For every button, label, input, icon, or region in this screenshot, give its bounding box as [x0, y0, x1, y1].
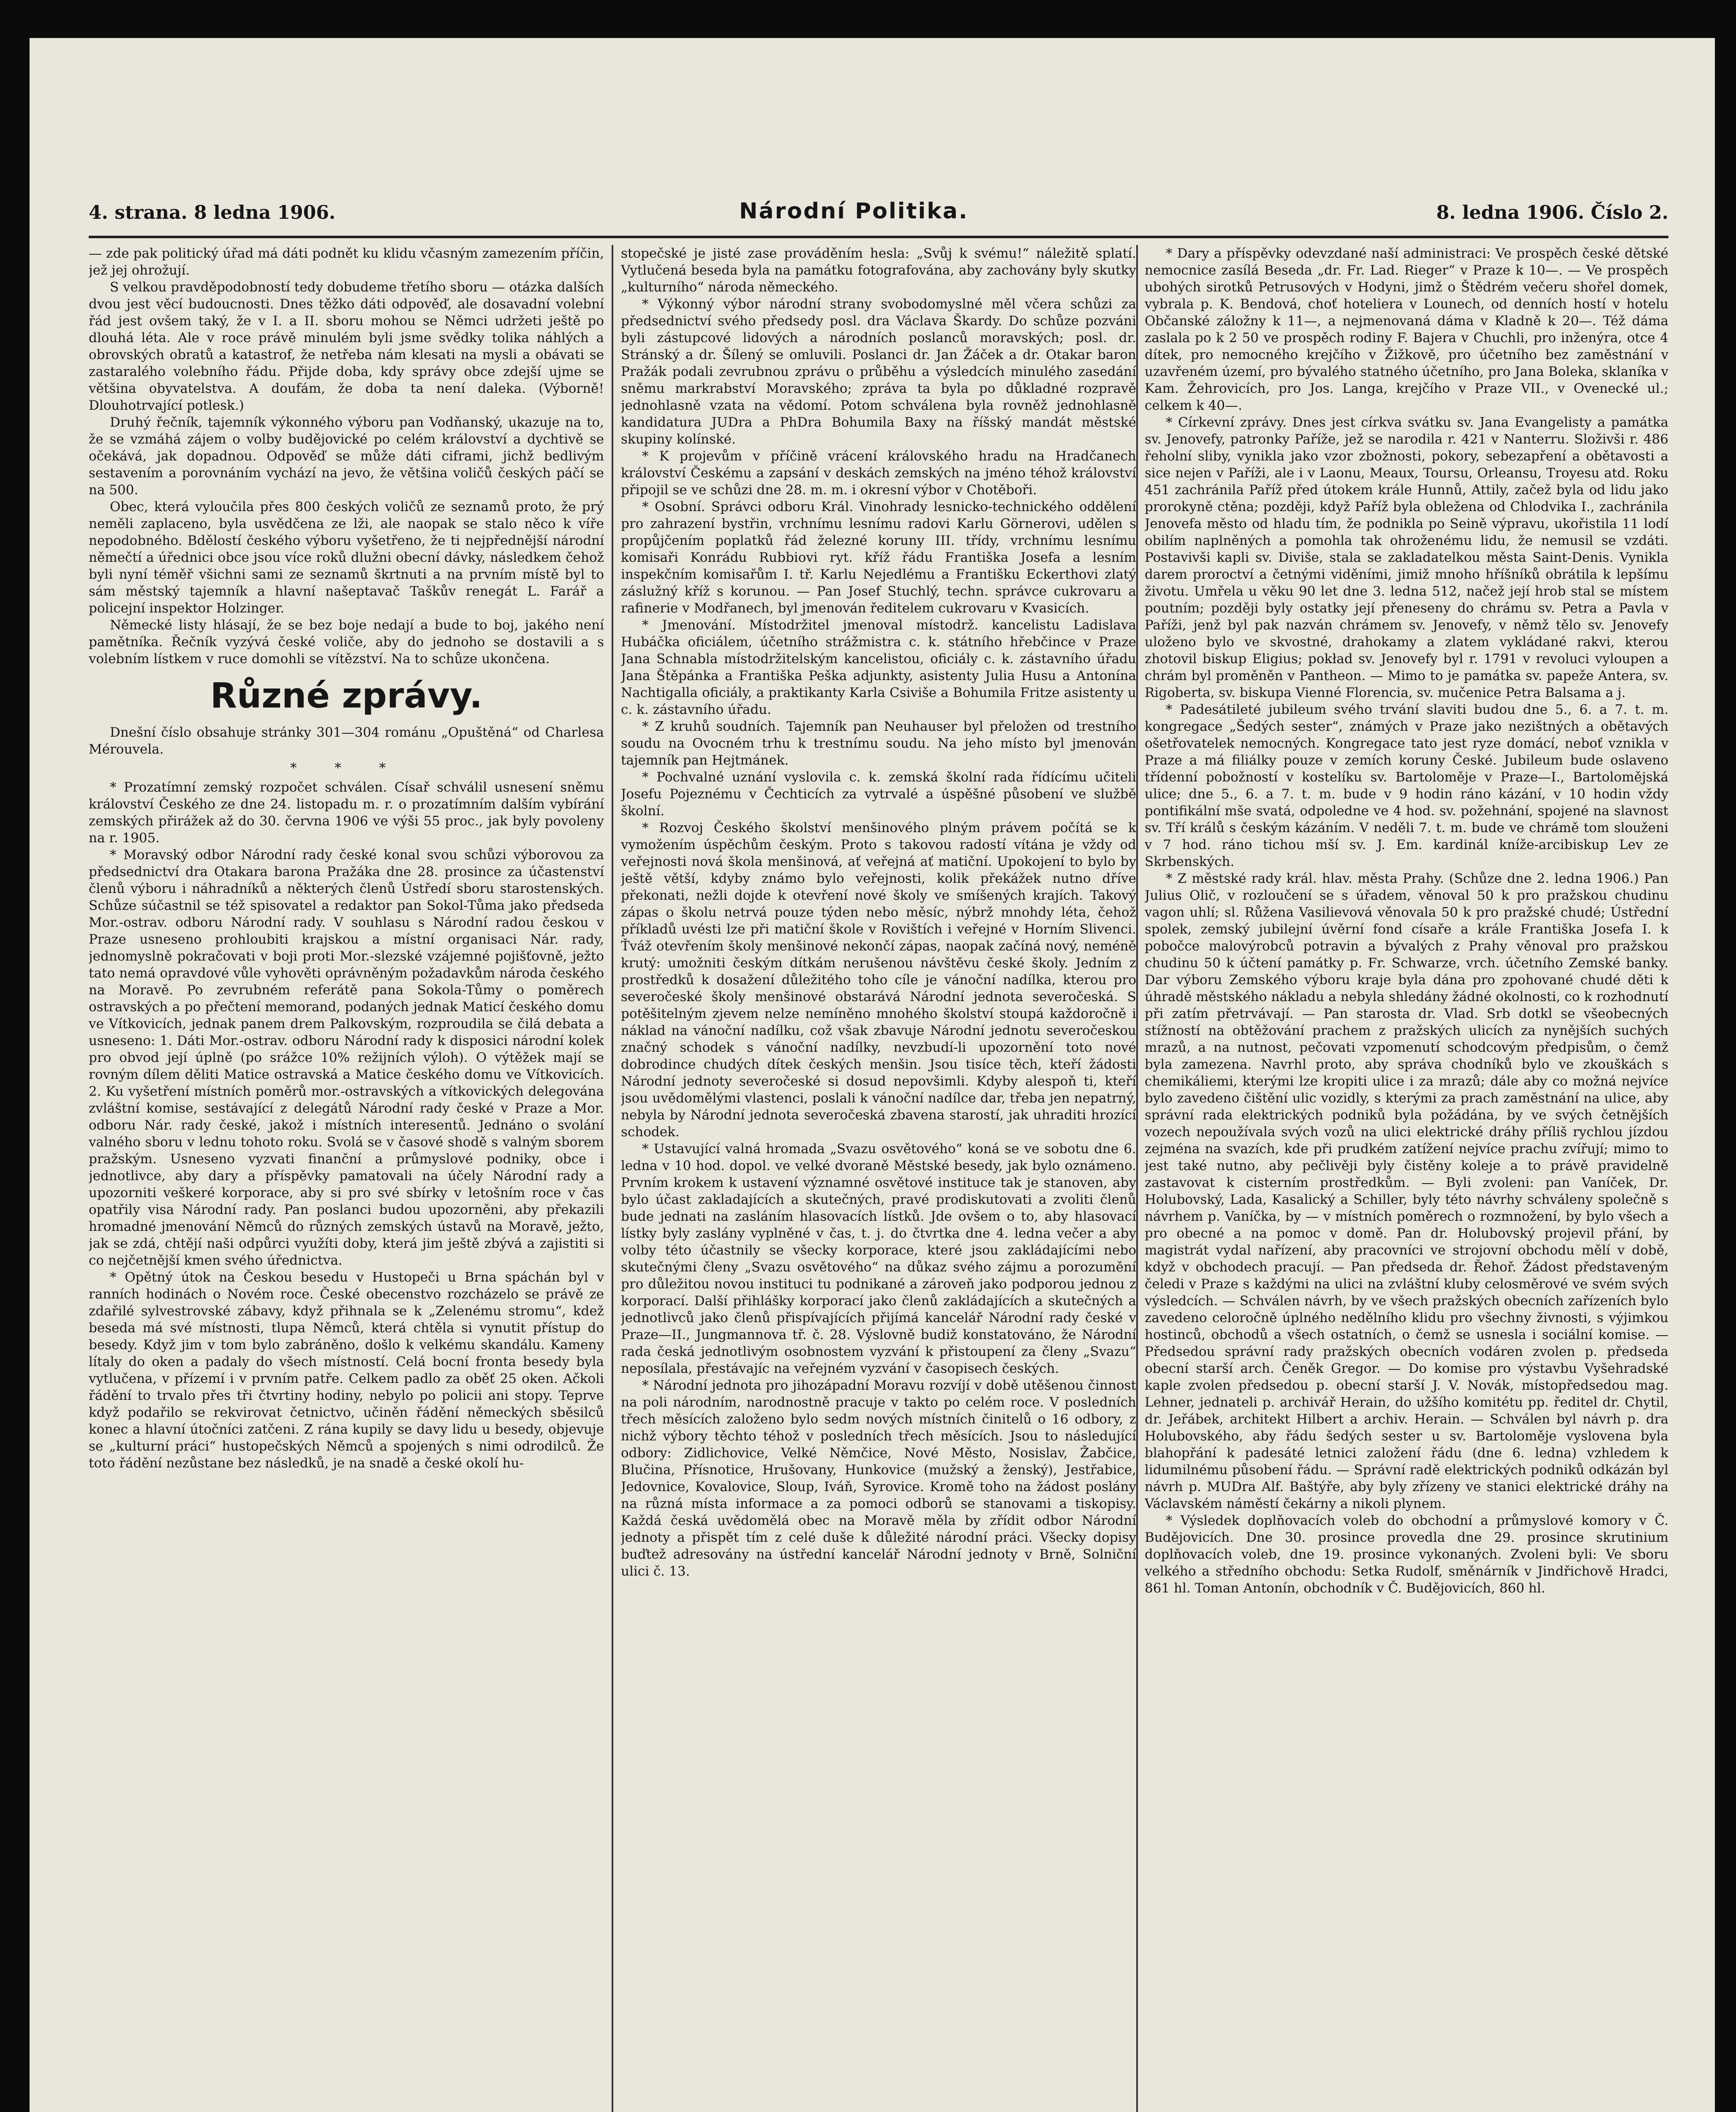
news-item: * Rozvoj Českého školství menšinového plným právem počítá se k vymožením úspěchům českým. Proto s takovou radostí vítána je vždy od veřejnosti nová škola menšinová, ať veřejná ať matiční. Upokojení to bylo by ještě větší, kdyby známo bylo veřejnosti, kolik překážek nutno dříve překonati, nežli dojde k otevření nové školy ve smíšených krajích. Takový zápas o školu netrvá pouze týden nebo měsíc, nýbrž mnohdy léta, čehož příkladů uvésti lze při matiční škole v Rovištích i veřejné v Horním Slivenci. Ťváž otevřením školy menšinové nekončí zápas, naopak začíná nový, neméně krutý: umožniti českým dítkám nerušenou návštěvu české školy. Jedním z prostředků k dosažení důležitého toho cíle je vánoční nadílka, kterou pro severočeské školy menšinové obstarává Národní jednota severočeská. S potěšitelným zjevem nelze nemíněno mnohého školství stoupá každoročně i náklad na vánoční nadílku, což však zbavuje Národní jednotu severočeskou značný schodek s vánoční nadílky, nevzbudí-li upozornění toto nové dobrodince chudých dítek českých menšin. Jsou tisíce těch, kteří žádosti Národní jednoty severočeské si dosud nepovšimli. Kdyby alespoň ti, kteří jsou uvědomělými vlastenci, poslali k vánoční nadílce dar, třeba jen nepatrný, nebyla by Národní jednota severočeská zbavena starostí, jak uhraditi hrozící schodek.: [621, 820, 1136, 1140]
article-paragraph: — zde pak politický úřad má dáti podnět ku klidu včasným zamezením příčin, jež jej ohrožují.: [89, 246, 604, 278]
news-item: * Národní jednota pro jihozápadní Moravu rozvíjí v době utěšenou činnost na poli národním, narodnostně pracuje v takto po celém roce. V posledních třech měsících založeno bylo sedm nových místních činitelů o 16 odbory, z nichž výbory těchto téhož v posledních třech měsících. Jsou to následující odbory: Zidlichovice, Velké Němčice, Nové Město, Nosislav, Žabčice, Blučina, Přísnotice, Hrušovany, Hunkovice (mužský a ženský), Jestřabice, Jedovnice, Kovalovice, Sloup, Iváň, Syrovice. Kromě toho na žádost poslány na různá místa informace a za pomoci odborů se stanovami a tiskopisy. Každá česká uvědomělá obec na Moravě měla by zřídit odbor Národní jednoty a přispět tím z celé duše k důležité národní práci. Všecky dopisy buďtež adresovány na ústřední kancelář Národní jednoty v Brně, Solniční ulici č. 13.: [621, 1378, 1136, 1579]
page-header: [89, 199, 1668, 232]
section-title: Různé zprávy.: [210, 676, 483, 716]
news-item: * Z městské rady král. hlav. města Prahy. (Schůze dne 2. ledna 1906.) Pan Julius Olič, v rozloučení se s úřadem, věnoval 50 k pro pražskou chudinu vagon uhlí; sl. Růžena Vasilievová věnovala 50 k pro pražské chudé; Ústřední spolek, zemský jubilejní úvěrní fond císaře a krále Františka Josefa I. k pobočce malovýrobců potravin a bývalých z Prahy věnoval pro pražskou chudinu 50 k účtení památky p. Fr. Schwarze, vrch. účetního Zemské banky. Dar výboru Zemského výboru kraje byla dána pro zpohované chudé děti k úhradě městského nákladu a nebyla shledány žádné okolnosti, co k rozhodnutí při zatím přetrvávají. — Pan starosta dr. Vlad. Srb dotkl se všeobecných stížností na obtěžování prachem z pražských ulicích za nynějších suchých mrazů, a na nutnost, pečovati vzpomenutí schodcovým předpisům, o čemž byla zamezena. Navrhl proto, aby správa chodníků bylo ve zkouškách s chemikáliemi, kterými lze kropiti ulice i za mrazů; dále aby co možná nejvíce bylo zavedeno čištění ulic vozidly, s kterými za prach zaměstnání na ulice, aby správní rada elektrických podniků byla požádána, by ve svých četnějších vozech nepoužívala svých vozů na ulici elektrické dráhy příliš rychlou jízdou zejména na svazích, kde při prudkém zatížení nejvíce prachu zvířují; mimo to jest také nutno, aby pečlivěji byly čistěny koleje a to právě pravidelně zastavovat k cisterním prostředkům. — Byli zvoleni: pan Vaníček, Dr. Holubovský, Lada, Kasalický a Schiller, byly této návrhy schváleny společně s návrhem p. Vaníčka, by — v místních poměrech o rozmnožení, by bylo všech a pro obecné a na pomoc v domě. Pan dr. Holubovský projevil přání, by magistrát vydal nařízení, aby pracovníci ve strojovní obchodu mělí v době, když v obchodech pracují. — Pan předseda dr. Řehoř. Žádost představeným čeledi v Praze s každými na ulici na zvláštní kluby celosměrové ve svém svých výsledcích. — Schválen návrh, by ve všech pražských obecních zařízeních bylo zavedeno celoročně úplného nedělního klidu pro všechny živnosti, s výjimkou hostinců, obchodů a všech ostatních, o čemž se usnesla i sociální komise. — Předsedou správní rady pražských obecních vodáren zvolen p. předseda obecní starší arch. Čeněk Gregor. — Do komise pro výstavbu Vyšehradské kaple zvolen předsedou p. obecní starší J. V. Novák, místopředsedou mag. Lehner, jednateli p. archivář Herain, do užšího komitétu pp. ředitel dr. Chytil, dr. Jeřábek, architekt Hilbert a archiv. Herain. — Schválen byl návrh p. dra Holubovského, aby řádu šedých sester u sv. Bartoloměje vyslovena byla blahopřání k padesáté letnici založení řádu (dne 6. ledna) vzhledem k lidumilnému působení řádu. — Správní radě elektrických podniků odkázán byl návrh p. MUDra Alf. Baštýře, aby byly zřízeny ve stanici elektrické dráhy na Václavském náměstí čekárny a nikoli plynem.: [1145, 871, 1668, 1511]
article-paragraph: stopečské je jisté zase prováděním hesla: „Svůj k svému!“ náležitě splatí. Vytlučená beseda byla na památku fotografována, aby zachovány byly skutky „kulturního“ národa německého.: [621, 246, 1136, 295]
article-paragraph: Obec, která vyloučila přes 800 českých voličů ze seznamů proto, že prý neměli zaplaceno, byla usvědčena ze lži, ale naopak se stalo něco k víře nepodobného. Bdělostí českého výboru vyšetřeno, že ti nejpřednější národní němečtí a úřednici obce jsou více roků dlužni obecní dávky, následkem čehož byli nyní téměř všichni sami ze seznamů škrtnuti a na prvním místě byl to sám městský tajemník a hlavní našeptavač Taškův renegát L. Farář a policejní inspektor Holzinger.: [89, 499, 604, 616]
news-item: * Dary a příspěvky odevzdané naší administraci: Ve prospěch české dětské nemocnice zasílá Beseda „dr. Fr. Lad. Rieger“ v Praze k 10—. — Ve prospěch ubohých sirotků Petrusových v Hodyni, jimž o Štědrém večeru shořel domek, vybrala p. K. Bendová, choť hoteliera v Lounech, od denních hostí v hotelu Občanské záložny k 11—, a nejmenovaná dáma v Kladně k 20—. Též dáma zaslala po k 2 50 ve prospěch rodiny F. Bajera v Chuchli, pro inženýra, otce 4 dítek, pro nemocného krejčího v Žižkově, pro účetního bez zaměstnání v uzavřeném území, pro bývalého statného účetního, pro Jana Boleka, sklaníka v Kam. Žehrovicích, pro Jos. Langa, krejčího v Praze VII., v Ovenecké ul.; celkem k 40—.: [1145, 246, 1668, 413]
newspaper-title: Národní Politika.: [739, 199, 969, 224]
column-divider-1: [612, 245, 613, 2112]
news-item: * Ustavující valná hromada „Svazu osvětového“ koná se ve sobotu dne 6. ledna v 10 hod. dopol. ve velké dvoraně Městské besedy, jak bylo oznámeno. Prvním krokem k ustavení významné osvětové instituce tak je stanoven, aby bylo účast zakladajících a skutečných, pravé prodiskutovati a zvoliti členů bude jednati na zasláním hlasovacích lístků. Jde ovšem o to, aby hlasovací lístky byly zaslány vyplněné v čas, t. j. do čtvrtka dne 4. ledna večer a aby volby této účastnily se všecky korporace, které jsou zakládajícími nebo skutečnými členy „Svazu osvětového“ na důkaz svého zájmu a porozumění pro důležitou novou instituci tu podnikané a zároveň jako podporou jednou z korporací. Další přihlášky korporací jako členů zakládajících a skutečných a jednotlivců jako členů přispívajících přijímá kancelář Národní rady české v Praze—II., Jungmannova tř. č. 28. Výslovně budiž konstatováno, že Národní rada česká jednotlivým osobnostem vyzvání k přistoupení za členy „Svazu“ neposílala, přestávajíc na veřejném vyzvání v časopisech českých.: [621, 1141, 1136, 1376]
news-item: * Jmenování. Místodržitel jmenoval místodrž. kancelistu Ladislava Hubáčka oficiálem, účetního strážmistra c. k. státního hřebčince v Praze Jana Schnabla místodržitelským kancelistou, oficiály c. k. zástavního úřadu Jana Štěpánka a Františka Peška adjunkty, asistenty Julia Husu a Antonína Nachtigalla oficiály, a praktikanty Karla Csiviše a Bohumila Fritze asistenty u c. k. zástavního úřadu.: [621, 618, 1136, 717]
article-paragraph: Dnešní číslo obsahuje stránky 301—304 románu „Opuštěná“ od Charlesa Mérouvela.: [89, 725, 604, 757]
news-item: * Výkonný výbor národní strany svobodomyslné měl včera schůzi za předsednictví svého předsedy posl. dra Václava Škardy. Do schůze pozváni byli zástupcové lidových a národních poslanců moravských; posl. dr. Stránský a dr. Šílený se omluvili. Poslanci dr. Jan Žáček a dr. Otakar baron Pražák podali zevrubnou zprávu o průběhu a výsledcích minulého zasedání sněmu markrabství Moravského; zpráva ta byla po důkladné rozpravě jednohlasně vzata na vědomí. Potom schválena byla rovněž jednohlasně kandidatura JUDra a PhDra Bohumila Baxy na říšský mandát městské skupiny kolínské.: [621, 297, 1136, 447]
news-item: * Pochvalné uznání vyslovila c. k. zemská školní rada řídícímu učiteli Josefu Pojeznému v Čechticích za vytrvalé a úspěšné působení ve službě školní.: [621, 770, 1136, 819]
column-1: [89, 245, 604, 2112]
news-item: * Osobní. Správci odboru Král. Vinohrady lesnicko-technického oddělení pro zahrazení bystřin, vrchnímu lesnímu radovi Karlu Görnerovi, udělen s propůjčením poplatků řád železné koruny III. třídy, vrchnímu lesnímu komisaři Konrádu Rubbiovi ryt. kříž řádu Františka Josefa a lesním inspekčním komisařům I. tř. Karlu Nejedlému a Františku Eckerthovi zlatý záslužný kříž s korunou. — Pan Josef Stuchlý, techn. správce cukrovaru a rafinerie v Modřanech, byl jmenován ředitelem cukrovaru v Kvasicích.: [621, 499, 1136, 616]
header-date-right: 8. ledna 1906. Číslo 2.: [1436, 202, 1668, 223]
article-paragraph: S velkou pravděpodobností tedy dobudeme třetího sboru — otázka dalších dvou jest věcí budoucnosti. Dnes těžko dáti odpověď, ale dosavadní volební řád jest ovšem taký, že v I. a II. sboru mohou se Němci udržeti ještě po dlouhá léta. Ale v roce právě minulém byli jsme svědky tolika náhlých a obrovských obratů a katastrof, že netřeba nám klesati na mysli a obávati se zastaralého volebního řádu. Přijde doba, kdy správy obce zdejší ujme se většina obyvatelstva. A doufám, že doba ta není daleka. (Výborně! Dlouhotrvající potlesk.): [89, 280, 604, 413]
column-2: [621, 245, 1136, 2112]
header-rule: [89, 236, 1668, 238]
news-item: * Moravský odbor Národní rady české konal svou schůzi výborovou za předsednictví dra Otakara barona Pražáka dne 28. prosince za účastenství členů výboru i náhradníků a některých členů Ústředí sboru starostenských. Schůze súčastnil se též spisovatel a redaktor pan Sokol-Tůma jako předseda Mor.-ostrav. odboru Národní rady. V souhlasu s Národní radou českou v Praze usneseno prohloubiti krajskou a místní organisaci Nár. rady, jednomyslně pokračovati v boji proti Mor.-slezské vzájemné pojišťovně, ježto tato nemá opravdové vůle vyhověti oprávněným požadavkům národa českého na Moravě. Po zevrubném referátě pana Sokola-Tůmy o poměrech ostravských a po přečtení memorand, podaných jednak Maticí českého domu ve Vítkovicích, jednak panem drem Palkovským, rozproudila se čilá debata a usneseno: 1. Dáti Mor.-ostrav. odboru Národní rady k disposici národní kolek pro obvod její úplně (po srážce 10% režijních výloh). O výtěžek mají se rovným dílem děliti Matice ostravská a Matice českého domu ve Vítkovicích. 2. Ku vyšetření místních poměrů mor.-ostravských a vítkovických delegována zvláštní komise, sestávající z delegátů Národní rady české v Praze a Mor. odboru Nár. rady české, jakož i místních interesentů. Jednáno o svolání valného sboru v lednu tohoto roku. Svolá se v časové shodě s valným sborem pražským. Usneseno vyzvati finanční a průmyslové podniky, obce i jednotlivce, aby dary a příspěvky pamatovali na účely Národní rady a upozorniti veškeré korporace, aby si pro své sbírky v letošním roce v čas opatřily visa Národní rady. Pan poslanci budou upozorněni, aby překazili hromadné jmenování Němců do různých zemských ústavů na Moravě, ježto, jak se zdá, chtějí naši odpůrci využíti doby, která jim ještě zbývá a zajistiti si co nejčetnější kmen svého úřednictva.: [89, 847, 604, 1268]
section-separator: * * *: [290, 760, 403, 776]
news-item: * Padesátileté jubileum svého trvání slaviti budou dne 5., 6. a 7. t. m. kongregace „Šedých sester“, známých v Praze jako nezištných a obětavých ošetřovatelek nemocných. Kongregace tato jest ryze domácí, neboť vznikla v Praze a má filiálky pouze v zemích koruny České. Jubileum bude oslaveno třídenní pobožností v kostelíku sv. Bartoloměje v Praze—I., Bartolomějská ulice; dne 5., 6. a 7. t. m. bude v 9 hodin ráno kázání, v 10 hodin vždy pontifikální mše svatá, odpoledne ve 4 hod. sv. požehnání, spojené na slavnost sv. Tří králů s českým kázáním. V neděli 7. t. m. bude ve chrámě tom slouženi v 7 hod. ráno tichou mší sv. J. Em. kardinál kníže-arcibiskup Lev ze Skrbenských.: [1145, 702, 1668, 869]
news-item: * Z kruhů soudních. Tajemník pan Neuhauser byl přeložen od trestního soudu na Ovocném trhu k trestnímu soudu. Na jeho místo byl jmenován tajemník pan Hejtmánek.: [621, 719, 1136, 768]
article-paragraph: Německé listy hlásají, že se bez boje nedají a bude to boj, jakého není pamětníka. Řečník vyzývá české voliče, aby do jednoho se dostavili a s volebním lístkem v ruce domohli se vítězství. Na to schůze ukončena.: [89, 618, 604, 667]
newspaper-page: [30, 38, 1715, 2112]
article-paragraph: Druhý řečník, tajemník výkonného výboru pan Vodňanský, ukazuje na to, že se vzmáhá zájem o volby budějovické po celém království a dychtivě se očekává, jak dopadnou. Odpověď se může dáti ciframi, jichž bedlivým sestavením a porovnáním vychází na jevo, že většina voličů českých páčí se na 500.: [89, 415, 604, 498]
news-item: * Opětný útok na Českou besedu v Hustopeči u Brna spáchán byl v ranních hodinách o Novém roce. České obecenstvo rozcházelo se právě ze zdařilé sylvestrovské zábavy, když přihnala se k „Zelenému stromu“, kdež beseda má své místnosti, tlupa Němců, která chtěla si vynutit přístup do besedy. Když jim v tom bylo zabráněno, došlo k velkému skandálu. Kameny lítaly do oken a padaly do všech místností. Celá bocní fronta besedy byla vytlučena, v přízemí i v prvním patře. Celkem padlo za oběť 25 oken. Ačkoli řádění to trvalo přes tři čtvrtiny hodiny, nebylo po policii ani stopy. Teprve když podařilo se rekvirovat četnictvo, učiněn řádění německých sběsilců konec a hlavní útočníci zatčeni. Z rána kupily se davy lidu u besedy, objevuje se „kulturní práci“ hustopečských Němců a spojených s nimi odrodilců. Že toto řádění nezůstane bez následků, je na snadě a české okolí hu-: [89, 1270, 604, 1471]
header-date-left: 4. strana. 8 ledna 1906.: [89, 202, 336, 223]
news-item: * K projevům v příčině vrácení královského hradu na Hradčanech království Českému a zapsání v deskách zemských na jméno téhož království připojil se ve schůzi dne 28. m. m. i okresní výbor v Chotěboři.: [621, 449, 1136, 498]
news-item: * Prozatímní zemský rozpočet schválen. Císař schválil usnesení sněmu království Českého ze dne 24. listopadu m. r. o prozatímním dalším vybírání zemských přirážek až do 30. června 1906 ve výši 55 proc., jak byly povoleny na r. 1905.: [89, 780, 604, 846]
news-item: * Výsledek doplňovacích voleb do obchodní a průmyslové komory v Č. Budějovicích. Dne 30. prosince provedla dne 29. prosince skrutinium doplňovacích voleb, dne 19. prosince vykonaných. Zvoleni byli: Ve sboru velkého a středního obchodu: Setka Rudolf, směnárník v Jindřichově Hradci, 861 hl. Toman Antonín, obchodník v Č. Budějovicích, 860 hl.: [1145, 1513, 1668, 1596]
column-3: [1145, 245, 1668, 2112]
news-item: * Církevní zprávy. Dnes jest církva svátku sv. Jana Evangelisty a památka sv. Jenovefy, patronky Paříže, jež se narodila r. 421 v Nanterru. Složivši r. 486 řeholní sliby, vynikla jako vzor zbožnosti, pokory, sebezapření a obětavosti a sice nejen v Paříži, ale i v Laonu, Meaux, Toursu, Orleansu, Troyesu atd. Roku 451 zachránila Paříž před útokem krále Hunnů, Attily, začež byla od lidu jako prorokyně ctěna; později, když Paříž byla obležena od Chlodvika I., zachránila Jenovefa město od hladu tím, že podnikla po Seině výpravu, ukořistila 11 lodí obilím naplněných a pomohla tak ohroženému lidu, že nemusil se vzdáti. Postavivši kapli sv. Diviše, stala se zakladatelkou města Saint-Denis. Vynikla darem proroctví a četnými viděními, jimiž mnoho hříšníků obrátila k lepšímu životu. Umřela u věku 90 let dne 3. ledna 512, načež její hrob stal se místem poutním; později byly ostatky její přeneseny do chrámu sv. Petra a Pavla v Paříži, jenž byl pak nazván chrámem sv. Jenovefy, v němž tělo sv. Jenovefy uloženo bylo ve skvostné, drahokamy a zlatem vykládané rakvi, kterou zhotovil biskup Eligius; pokład sv. Jenovefy byl r. 1791 v revoluci vyloupen a chrám byl proměněn v Pantheon. — Mimo to je památka sv. papeže Antera, sv. Rigoberta, sv. biskupa Vienné Florencia, sv. mučenice Petra Balsama a j.: [1145, 415, 1668, 700]
column-divider-2: [1136, 245, 1138, 2112]
